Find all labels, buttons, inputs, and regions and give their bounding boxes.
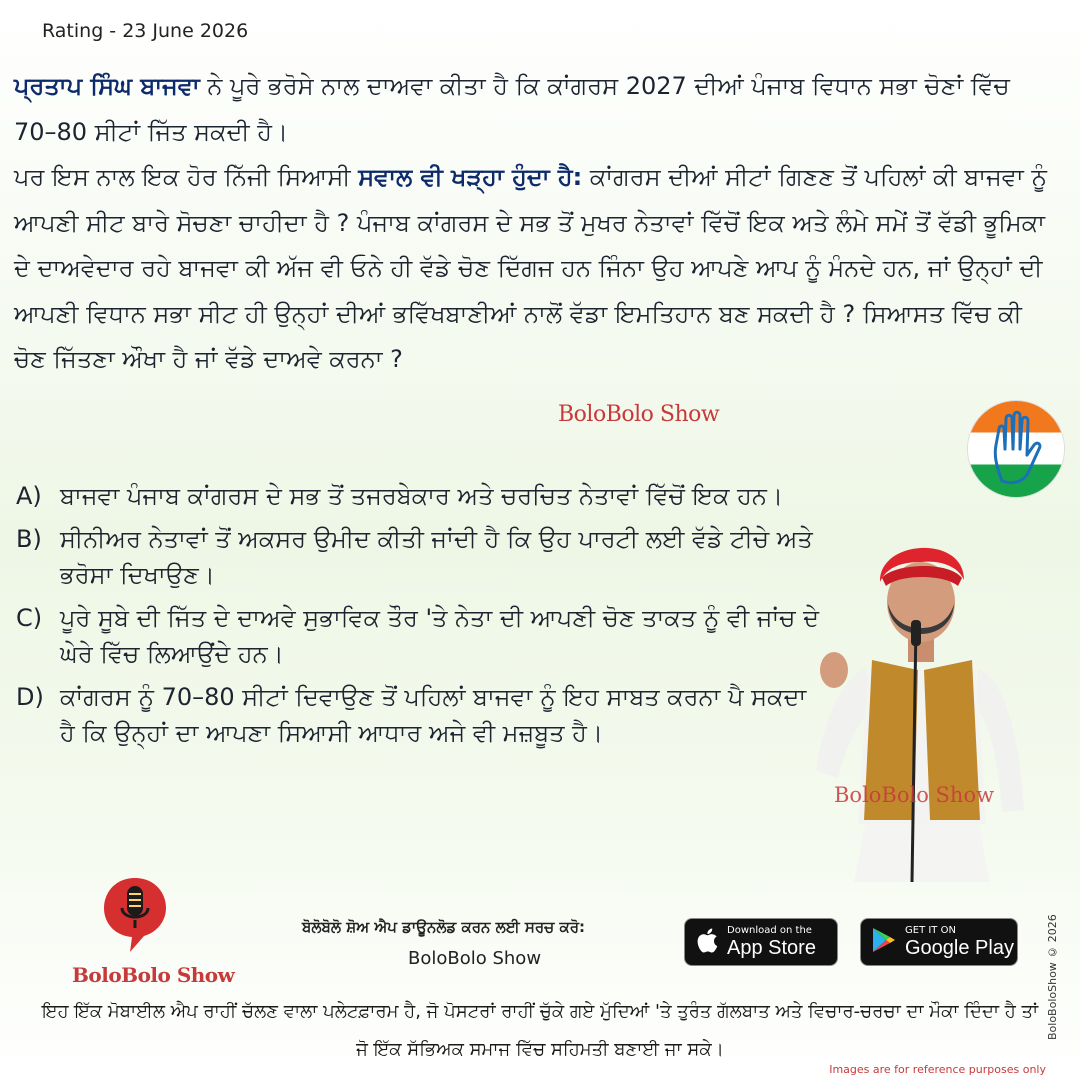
app-store-label: App Store bbox=[727, 937, 816, 959]
image-disclaimer: Images are for reference purposes only bbox=[829, 1063, 1046, 1076]
brand-name: BoloBolo Show bbox=[72, 963, 235, 987]
intro-para2-start: ਪਰ ਇਸ ਨਾਲ ਇਕ ਹੋਰ ਨਿੱਜੀ ਸਿਆਸੀ bbox=[14, 163, 359, 191]
intro-text bbox=[14, 64, 1054, 383]
watermark-photo-text: BoloBolo Show bbox=[834, 783, 995, 807]
app-store-button[interactable] bbox=[684, 918, 838, 966]
option-tag: D) bbox=[16, 683, 44, 711]
option-c[interactable] bbox=[16, 600, 820, 672]
search-instruction: ਬੋਲੋਬੋਲੋ ਸ਼ੋਅ ਐਪ ਡਾਊਨਲੋਡ ਕਰਨ ਲਈ ਸਰਚ ਕਰੋ: bbox=[302, 918, 586, 936]
google-play-icon bbox=[871, 926, 897, 958]
watermark-text: BoloBolo Show bbox=[558, 402, 720, 427]
option-tag: B) bbox=[16, 525, 42, 553]
option-text: ਪੂਰੇ ਸੂਬੇ ਦੀ ਜਿੱਤ ਦੇ ਦਾਅਵੇ ਸੁਭਾਵਿਕ ਤੌਰ 'ਤੇ ਨੇਤਾ ਦੀ ਆਪਣੀ ਚੋਣ ਤਾਕਤ ਨੂੰ ਵੀ ਜਾਂਚ ਦੇ ਘੇਰੇ ਵਿੱਚ ਲਿਆਉਂਦੇ ਹਨ। bbox=[60, 604, 819, 668]
google-play-small-label: GET IT ON bbox=[905, 925, 956, 936]
option-b[interactable] bbox=[16, 521, 820, 593]
politician-name: ਪ੍ਰਤਾਪ ਸਿੰਘ ਬਾਜਵਾ bbox=[14, 72, 200, 100]
option-tag: A) bbox=[16, 482, 42, 510]
apple-icon bbox=[695, 926, 719, 958]
option-text: ਕਾਂਗਰਸ ਨੂੰ 70–80 ਸੀਟਾਂ ਦਿਵਾਉਣ ਤੋਂ ਪਹਿਲਾਂ ਬਾਜਵਾ ਨੂੰ ਇਹ ਸਾਬਤ ਕਰਨਾ ਪੈ ਸਕਦਾ ਹੈ ਕਿ ਉਨ੍ਹਾਂ ਦਾ ਆਪਣਾ ਸਿਆਸੀ ਆਧਾਰ ਅਜੇ ਵੀ ਮਜ਼ਬੂਤ ਹੈ। bbox=[60, 683, 807, 747]
microphone-logo-icon bbox=[100, 874, 170, 954]
option-tag: C) bbox=[16, 604, 43, 632]
google-play-button[interactable] bbox=[860, 918, 1018, 966]
politician-photo bbox=[808, 520, 1034, 890]
party-hand-logo-icon bbox=[968, 401, 1064, 497]
date-line: Rating - 23 June 2026 bbox=[42, 20, 249, 42]
intro-line1: ਨੇ ਪੂਰੇ ਭਰੋਸੇ ਨਾਲ ਦਾਅਵਾ ਕੀਤਾ ਹੈ ਕਿ ਕਾਂਗਰਸ 2027 ਦੀਆਂ ਪੰਜਾਬ ਵਿਧਾਨ ਸਭਾ ਚੋਣਾਂ ਵਿੱਚ 70–80 ਸੀਟਾਂ ਜਿੱਤ ਸਕਦੀ ਹੈ। bbox=[14, 72, 1010, 146]
search-app-name: BoloBolo Show bbox=[408, 948, 542, 969]
app-store-small-label: Download on the bbox=[727, 925, 812, 936]
copyright-credit: BoloBoloShow © 2026 bbox=[1046, 914, 1059, 1040]
option-text: ਬਾਜਵਾ ਪੰਜਾਬ ਕਾਂਗਰਸ ਦੇ ਸਭ ਤੋਂ ਤਜਰਬੇਕਾਰ ਅਤੇ ਚਰਚਿਤ ਨੇਤਾਵਾਂ ਵਿੱਚੋਂ ਇਕ ਹਨ। bbox=[60, 482, 784, 510]
google-play-label: Google Play bbox=[905, 937, 1014, 959]
intro-para2-rest: ਕਾਂਗਰਸ ਦੀਆਂ ਸੀਟਾਂ ਗਿਣਣ ਤੋਂ ਪਹਿਲਾਂ ਕੀ ਬਾਜਵਾ ਨੂੰ ਆਪਣੀ ਸੀਟ ਬਾਰੇ ਸੋਚਣਾ ਚਾਹੀਦਾ ਹੈ ? ਪੰਜਾਬ ਕਾਂਗਰਸ ਦੇ ਸਭ ਤੋਂ ਮੁਖਰ ਨੇਤਾਵਾਂ ਵਿੱਚੋਂ ਇਕ ਅਤੇ ਲੰਮੇ ਸਮੇਂ ਤੋਂ ਵੱਡੀ ਭੂਮਿਕਾ ਦੇ ਦਾਅਵੇਦਾਰ ਰਹੇ ਬਾਜਵਾ ਕੀ ਅੱਜ ਵੀ ਓਨੇ ਹੀ ਵੱਡੇ ਚੋਣ ਦਿੱਗਜ ਹਨ ਜਿੰਨਾ ਉਹ ਆਪਣੇ ਆਪ ਨੂੰ ਮੰਨਦੇ ਹਨ, ਜਾਂ ਉਨ੍ਹਾਂ ਦੀ ਆਪਣੀ ਵਿਧਾਨ ਸਭਾ ਸੀਟ ਹੀ ਉਨ੍ਹਾਂ ਦੀਆਂ ਭਵਿੱਖਬਾਣੀਆਂ ਨਾਲੋਂ ਵੱਡਾ ਇਮਤਿਹਾਨ ਬਣ ਸਕਦੀ ਹੈ ? ਸਿਆਸਤ ਵਿੱਚ ਕੀ ਚੋਣ ਜਿੱਤਣਾ ਔਖਾ ਹੈ ਜਾਂ ਵੱਡੇ ਦਾਅਵੇ ਕਰਨਾ ? bbox=[14, 163, 1047, 373]
option-a[interactable] bbox=[16, 478, 976, 514]
intro-highlight: ਸਵਾਲ ਵੀ ਖੜ੍ਹਾ ਹੁੰਦਾ ਹੈ: bbox=[358, 163, 583, 191]
footer-description: ਇਹ ਇੱਕ ਮੋਬਾਈਲ ਐਪ ਰਾਹੀਂ ਚੱਲਣ ਵਾਲਾ ਪਲੇਟਫ਼ਾਰਮ ਹੈ, ਜੋ ਪੋਸਟਰਾਂ ਰਾਹੀਂ ਚੁੱਕੇ ਗਏ ਮੁੱਦਿਆਂ 'ਤੇ ਤੁਰੰਤ ਗੱਲਬਾਤ ਅਤੇ ਵਿਚਾਰ-ਚਰਚਾ ਦਾ ਮੌਕਾ ਦਿੰਦਾ ਹੈ ਤਾਂ ਜੋ ਇੱਕ ਸੱਭਿਅਕ ਸਮਾਜ ਵਿੱਚ ਸਹਿਮਤੀ ਬਣਾਈ ਜਾ ਸਕੇ। bbox=[41, 1001, 1039, 1060]
option-d[interactable] bbox=[16, 679, 820, 751]
option-text: ਸੀਨੀਅਰ ਨੇਤਾਵਾਂ ਤੋਂ ਅਕਸਰ ਉਮੀਦ ਕੀਤੀ ਜਾਂਦੀ ਹੈ ਕਿ ਉਹ ਪਾਰਟੀ ਲਈ ਵੱਡੇ ਟੀਚੇ ਅਤੇ ਭਰੋਸਾ ਦਿਖਾਉਣ। bbox=[60, 525, 813, 589]
